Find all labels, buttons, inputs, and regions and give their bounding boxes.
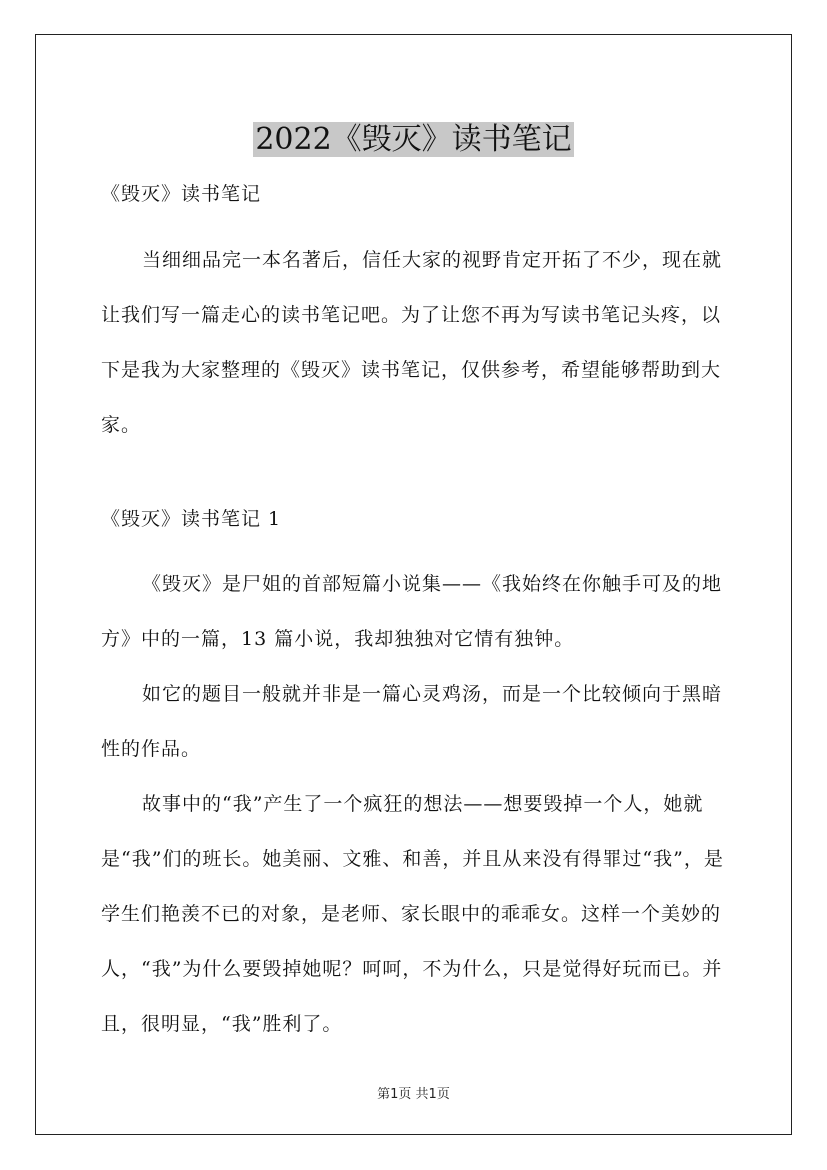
section-heading: 《毁灭》读书笔记 1: [101, 508, 282, 530]
document-subtitle: 《毁灭》读书笔记: [101, 183, 262, 205]
document-title: [0, 120, 827, 160]
section-body: [101, 557, 731, 1052]
body-paragraph: 《毁灭》是尸姐的首部短篇小说集——《我始终在你触手可及的地方》中的一篇，13 篇小说，我却独独对它情有独钟。: [101, 573, 723, 650]
body-paragraph: 如它的题目一般就并非是一篇心灵鸡汤，而是一个比较倾向于黑暗性的作品。: [101, 683, 723, 760]
page-number: 第1页 共1页: [377, 1087, 450, 1102]
body-paragraph: 故事中的“我”产生了一个疯狂的想法——想要毁掉一个人，她就是“我”们的班长。她美丽、文雅、和善，并且从来没有得罪过“我”，是学生们艳羡不已的对象，是老师、家长眼中的乖乖女。这样一个美妙的人，“我”为什么要毁掉她呢？呵呵，不为什么，只是觉得好玩而已。并且，很明显，“我”胜利了。: [101, 793, 724, 1035]
intro-paragraph: 当细细品完一本名著后，信任大家的视野肯定开拓了不少，现在就让我们写一篇走心的读书笔记吧。为了让您不再为写读书笔记头疼，以下是我为大家整理的《毁灭》读书笔记，仅供参考，希望能够帮助到大家。: [101, 249, 723, 436]
document-title-text: 2022《毁灭》读书笔记: [255, 122, 572, 158]
